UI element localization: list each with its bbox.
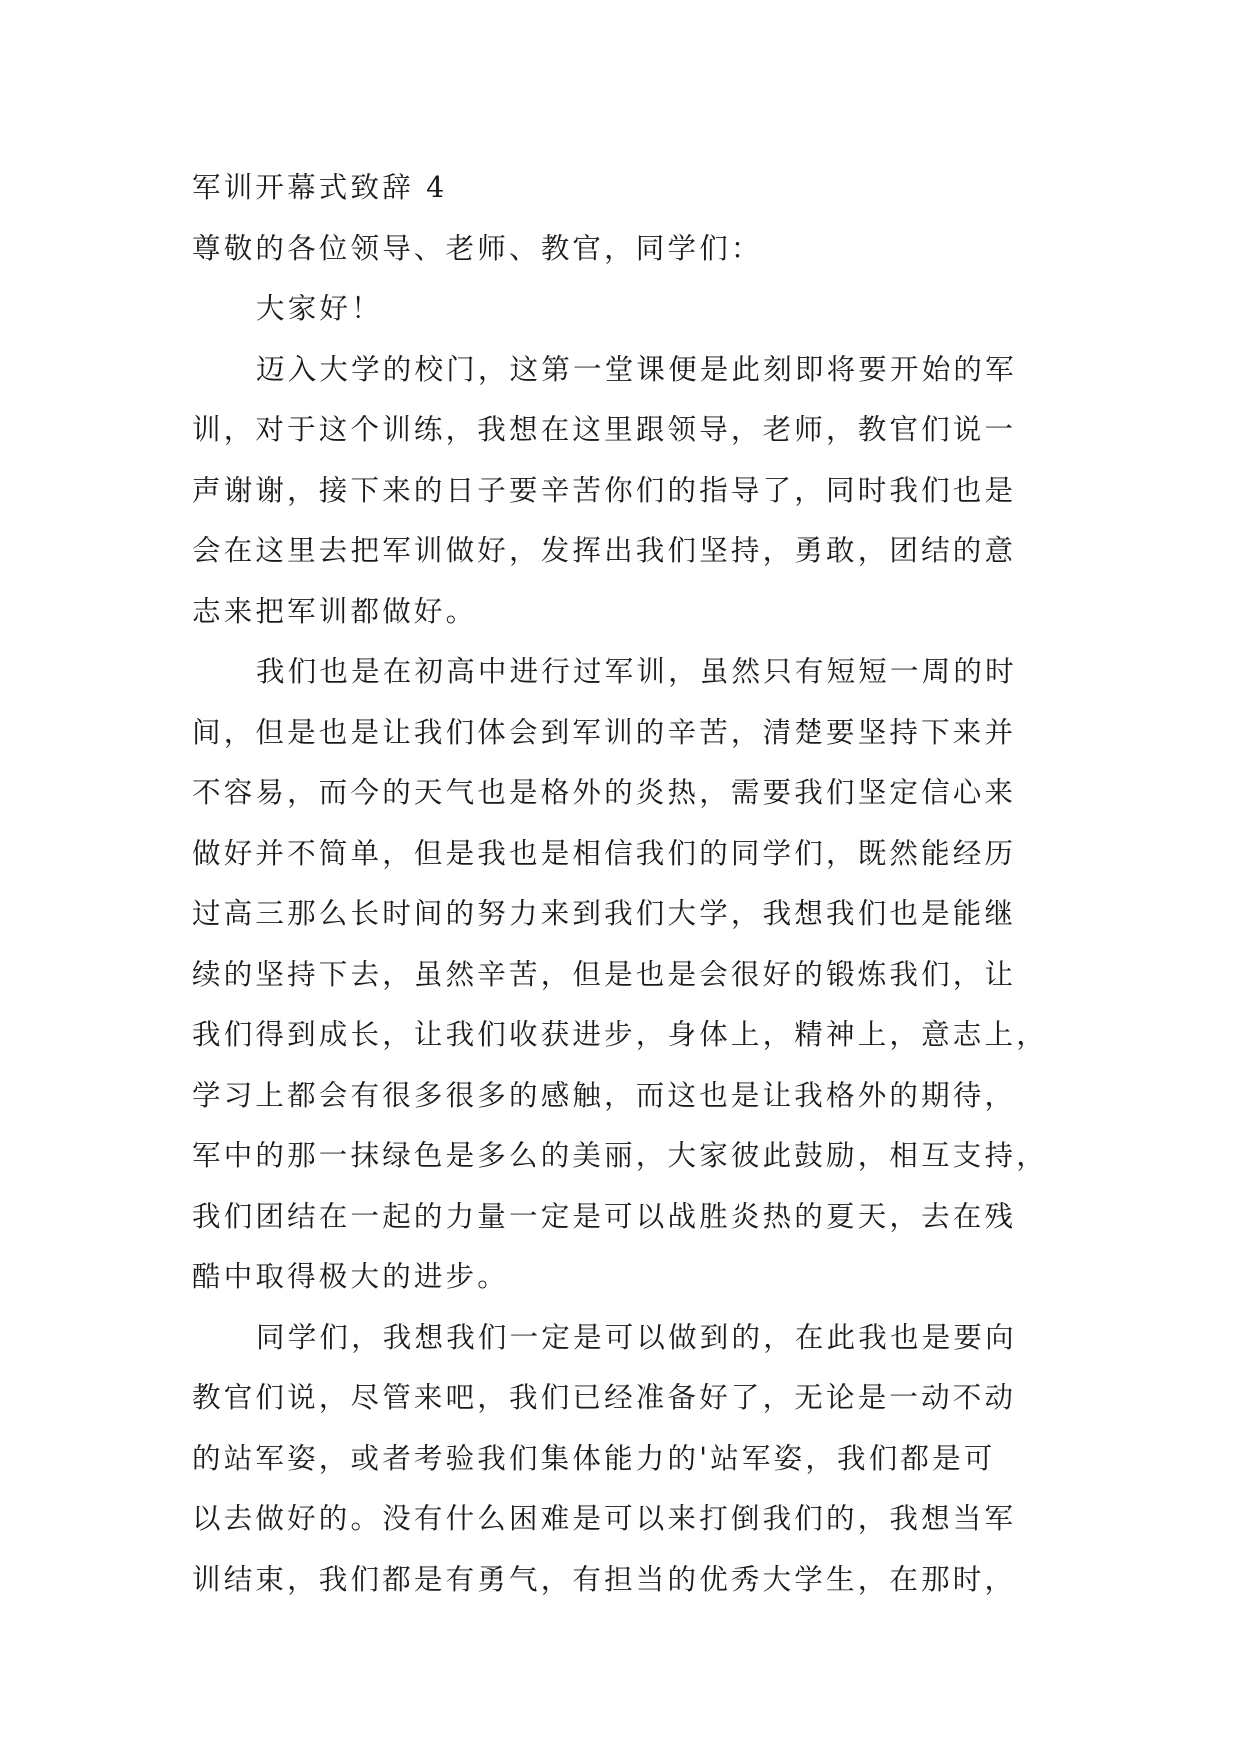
- greeting: 大家好！: [256, 292, 383, 325]
- paragraph-line: 教官们说，尽管来吧，我们已经准备好了，无论是一动不动: [192, 1381, 1017, 1414]
- paragraph-line: 我们也是在初高中进行过军训，虽然只有短短一周的时: [256, 655, 1017, 688]
- salutation: 尊敬的各位领导、老师、教官，同学们：: [192, 231, 763, 265]
- paragraph-line: 不容易，而今的天气也是格外的炎热，需要我们坚定信心来: [192, 776, 1017, 809]
- paragraph-line: 我们得到成长，让我们收获进步，身体上，精神上，意志上，: [192, 1018, 1048, 1051]
- paragraph-line: 做好并不简单，但是我也是相信我们的同学们，既然能经历: [192, 836, 1017, 870]
- paragraph-line: 声谢谢，接下来的日子要辛苦你们的指导了，同时我们也是: [192, 473, 1017, 507]
- document-title: 军训开幕式致辞 4: [192, 171, 448, 204]
- paragraph-line: 续的坚持下去，虽然辛苦，但是也是会很好的锻炼我们，让: [192, 957, 1017, 991]
- paragraph-line: 同学们，我想我们一定是可以做到的，在此我也是要向: [256, 1320, 1017, 1354]
- paragraph-line: 过高三那么长时间的努力来到我们大学，我想我们也是能继: [192, 897, 1017, 930]
- paragraph-3: [192, 1308, 1056, 1611]
- paragraph-line: 以去做好的。没有什么困难是可以来打倒我们的，我想当军: [192, 1502, 1017, 1535]
- paragraph-line: 会在这里去把军训做好，发挥出我们坚持，勇敢，团结的意: [192, 534, 1017, 567]
- paragraph-line: 训结束，我们都是有勇气，有担当的优秀大学生，在那时，: [192, 1562, 1017, 1596]
- paragraph-1: [192, 340, 1056, 643]
- paragraph-line: 军中的那一抹绿色是多么的美丽，大家彼此鼓励，相互支持，: [192, 1139, 1048, 1172]
- paragraph-2: [192, 642, 1056, 1308]
- paragraph-line: 志来把军训都做好。: [192, 594, 478, 628]
- paragraph-line: 酷中取得极大的进步。: [192, 1260, 510, 1293]
- paragraph-line: 间，但是也是让我们体会到军训的辛苦，清楚要坚持下来并: [192, 715, 1017, 749]
- paragraph-line: 迈入大学的校门，这第一堂课便是此刻即将要开始的军: [256, 352, 1017, 386]
- paragraph-line: 的站军姿，或者考验我们集体能力的'站军姿，我们都是可: [192, 1441, 996, 1475]
- paragraph-line: 我们团结在一起的力量一定是可以战胜炎热的夏天，去在残: [192, 1199, 1017, 1233]
- paragraph-line: 训，对于这个训练，我想在这里跟领导，老师，教官们说一: [192, 413, 1017, 446]
- paragraph-line: 学习上都会有很多很多的感触，而这也是让我格外的期待，: [192, 1078, 1017, 1112]
- document-body: [192, 158, 1056, 1610]
